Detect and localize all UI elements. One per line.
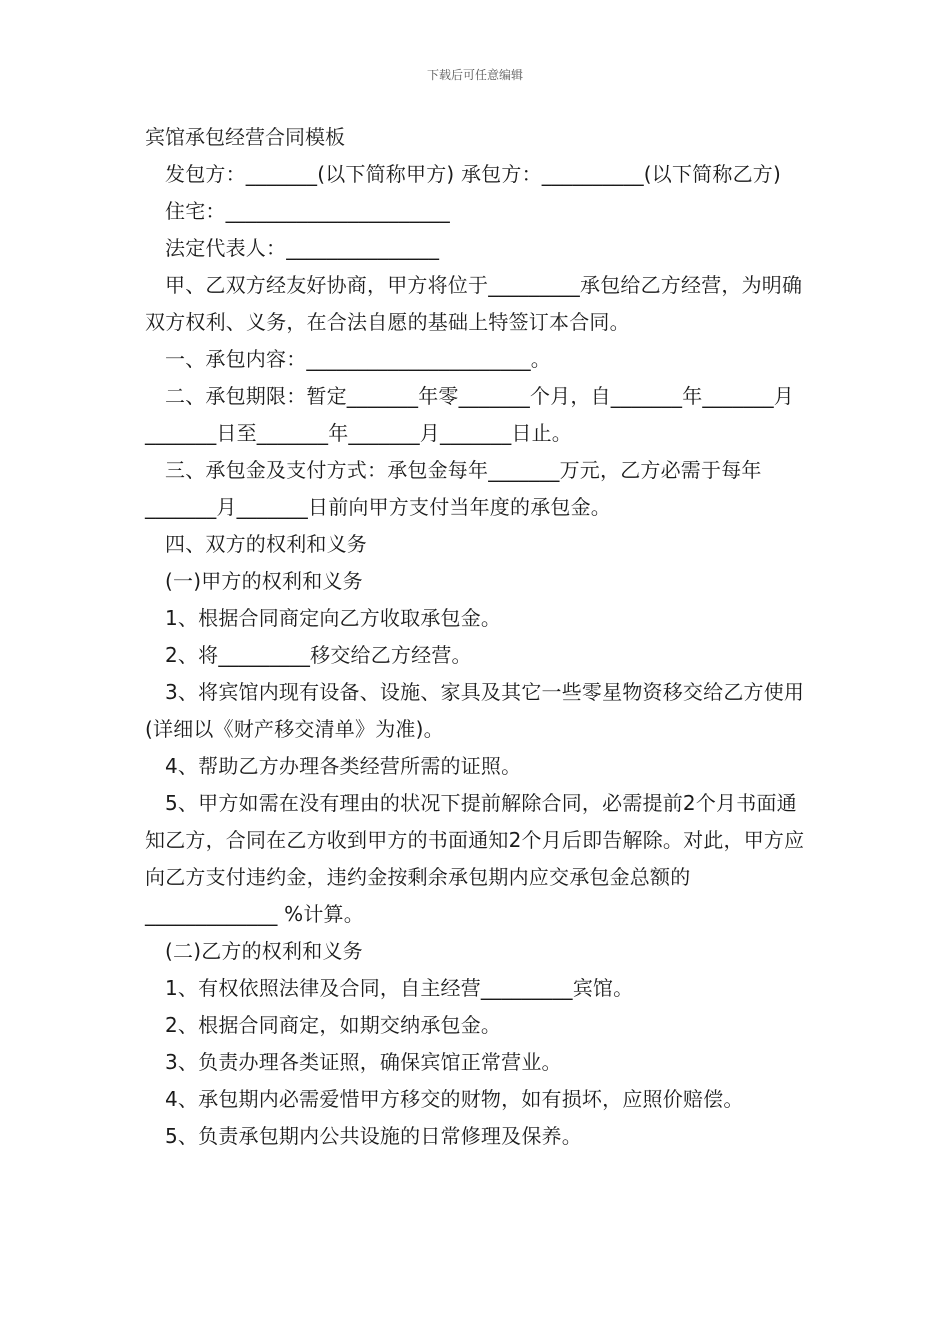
list-item: 2、根据合同商定，如期交纳承包金。 — [165, 1013, 502, 1037]
list-item: 4、帮助乙方办理各类经营所需的证照。 — [165, 754, 522, 778]
list-item: 1、有权依照法律及合同，自主经营_________宾馆。 — [165, 976, 634, 1000]
paragraph-parties: 发包方：_______(以下简称甲方) 承包方：__________(以下简称乙方) — [165, 162, 781, 186]
section-heading-rights: 四、双方的权利和义务 — [165, 532, 367, 556]
list-item: 1、根据合同商定向乙方收取承包金。 — [165, 606, 502, 630]
paragraph-residence: 住宅：______________________ — [165, 199, 450, 223]
paragraph-contract-content: 一、承包内容：______________________。 — [165, 347, 551, 371]
paragraph-payment: 三、承包金及支付方式：承包金每年_______万元，乙方必需于每年_______月_______日前向甲方支付当年度的承包金。 — [145, 458, 762, 519]
document-title: 宾馆承包经营合同模板 — [145, 125, 345, 149]
paragraph-contract-term: 二、承包期限：暂定_______年零_______个月，自_______年_______月_______日至_______年_______月_______日止。 — [145, 384, 794, 445]
paragraph-legal-representative: 法定代表人：_______________ — [165, 236, 440, 260]
list-item: 3、负责办理各类证照，确保宾馆正常营业。 — [165, 1050, 562, 1074]
list-item: 5、甲方如需在没有理由的状况下提前解除合同，必需提前2个月书面通知乙方，合同在乙方收到甲方的书面通知2个月后即告解除。对此，甲方应向乙方支付违约金，违约金按剩余承包期内应交承包金总额的_____________ %计算。 — [145, 791, 805, 926]
subsection-heading-party-b: (二)乙方的权利和义务 — [165, 939, 363, 963]
list-item: 5、负责承包期内公共设施的日常修理及保养。 — [165, 1124, 582, 1148]
page-header: 下载后可任意编辑 — [426, 68, 523, 82]
paragraph-preamble: 甲、乙双方经友好协商，甲方将位于_________承包给乙方经营，为明确双方权利、义务，在合法自愿的基础上特签订本合同。 — [145, 273, 803, 334]
list-item: 3、将宾馆内现有设备、设施、家具及其它一些零星物资移交给乙方使用(详细以《财产移交清单》为准)。 — [145, 680, 805, 741]
subsection-heading-party-a: (一)甲方的权利和义务 — [165, 569, 363, 593]
document-body — [145, 118, 810, 1155]
list-item: 2、将_________移交给乙方经营。 — [165, 643, 472, 667]
list-item: 4、承包期内必需爱惜甲方移交的财物，如有损坏，应照价赔偿。 — [165, 1087, 744, 1111]
